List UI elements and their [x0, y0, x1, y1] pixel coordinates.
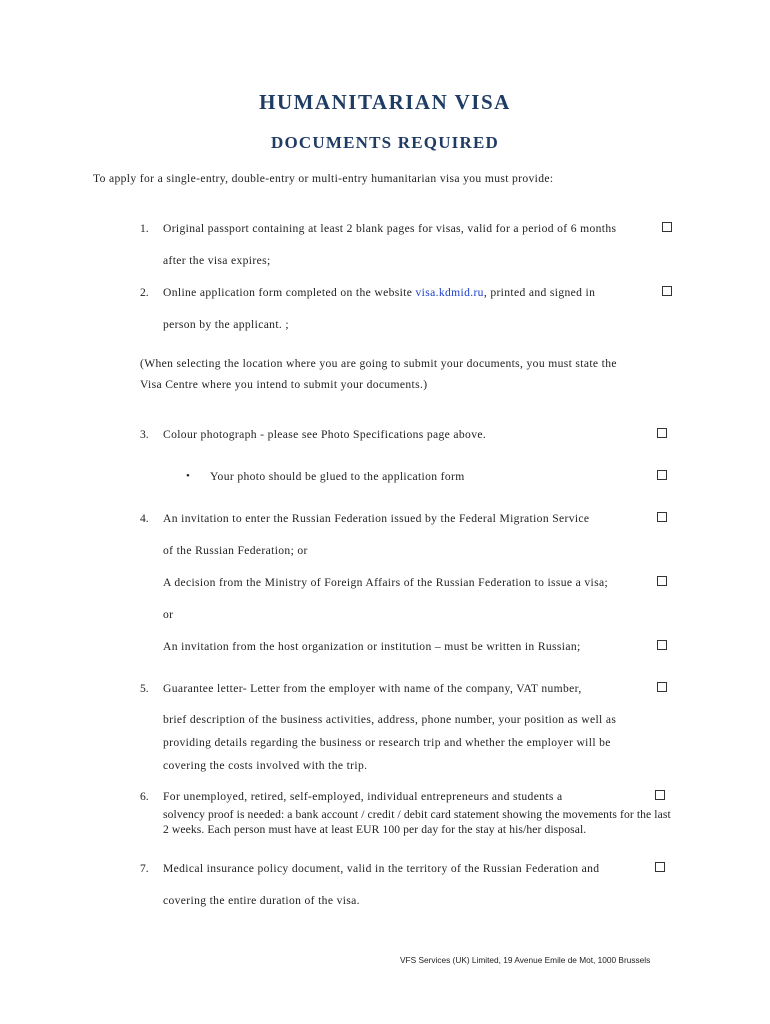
- item-7-line-2: covering the entire duration of the visa.: [163, 894, 360, 907]
- item-2-line-1: [163, 286, 595, 299]
- location-note-line-2: Visa Centre where you intend to submit your documents.): [140, 378, 428, 391]
- item-2-text-pre: Online application form completed on the website: [163, 286, 416, 299]
- item-7-number: 7.: [140, 862, 149, 875]
- item-3-bullet-checkbox[interactable]: [657, 470, 667, 480]
- item-7-checkbox[interactable]: [655, 862, 665, 872]
- item-3-line-1: Colour photograph - please see Photo Specifications page above.: [163, 428, 487, 441]
- kdmid-link[interactable]: visa.kdmid.ru: [415, 286, 484, 299]
- item-4-line-2: of the Russian Federation; or: [163, 544, 308, 557]
- item-5-number: 5.: [140, 682, 149, 695]
- item-5-line-4: covering the costs involved with the trip.: [163, 759, 368, 772]
- item-1-line-2: after the visa expires;: [163, 254, 271, 267]
- item-5-checkbox[interactable]: [657, 682, 667, 692]
- item-2-number: 2.: [140, 286, 149, 299]
- item-1-line-1: Original passport containing at least 2 blank pages for visas, valid for a period of 6 months: [163, 222, 617, 235]
- item-3-checkbox[interactable]: [657, 428, 667, 438]
- item-4-checkbox-decision[interactable]: [657, 576, 667, 586]
- item-6-number: 6.: [140, 790, 149, 803]
- item-4-or: or: [163, 608, 174, 621]
- item-5-line-1: Guarantee letter- Letter from the employer with name of the company, VAT number,: [163, 682, 582, 695]
- item-2-checkbox[interactable]: [662, 286, 672, 296]
- item-3-number: 3.: [140, 428, 149, 441]
- item-6-line-1: For unemployed, retired, self-employed, individual entrepreneurs and students a: [163, 790, 563, 803]
- bullet-icon: •: [186, 470, 190, 482]
- item-4-number: 4.: [140, 512, 149, 525]
- location-note-line-1: (When selecting the location where you are going to submit your documents, you must state the: [140, 357, 617, 370]
- item-4-checkbox-host[interactable]: [657, 640, 667, 650]
- item-4-line-1: An invitation to enter the Russian Federation issued by the Federal Migration Service: [163, 512, 590, 525]
- item-1-checkbox[interactable]: [662, 222, 672, 232]
- item-2-text-post: , printed and signed in: [483, 286, 596, 299]
- page-title: HUMANITARIAN VISA: [259, 90, 511, 114]
- item-5-line-3: providing details regarding the business or research trip and whether the employer will be: [163, 736, 611, 749]
- item-1-number: 1.: [140, 222, 149, 235]
- item-4-line-4: An invitation from the host organization or institution – must be written in Russian;: [163, 640, 581, 653]
- item-5-line-2: brief description of the business activities, address, phone number, your position as well as: [163, 713, 617, 726]
- footer-address: VFS Services (UK) Limited, 19 Avenue Emile de Mot, 1000 Brussels: [400, 955, 651, 965]
- intro-text: To apply for a single-entry, double-entry or multi-entry humanitarian visa you must provide:: [93, 172, 554, 185]
- item-3-bullet-text: Your photo should be glued to the application form: [210, 470, 465, 483]
- item-6-checkbox[interactable]: [655, 790, 665, 800]
- item-4-checkbox-invitation[interactable]: [657, 512, 667, 522]
- page-subtitle: DOCUMENTS REQUIRED: [271, 133, 499, 152]
- item-2-line-2: person by the applicant. ;: [163, 318, 289, 331]
- item-4-line-3: A decision from the Ministry of Foreign Affairs of the Russian Federation to issue a visa;: [163, 576, 609, 589]
- item-7-line-1: Medical insurance policy document, valid in the territory of the Russian Federation and: [163, 862, 600, 875]
- item-6-solvency-text: solvency proof is needed: a bank account / credit / debit card statement showing the movements for the last 2 weeks. Each person must have at least EUR 100 per day for the stay at his/her disposal.: [163, 808, 671, 836]
